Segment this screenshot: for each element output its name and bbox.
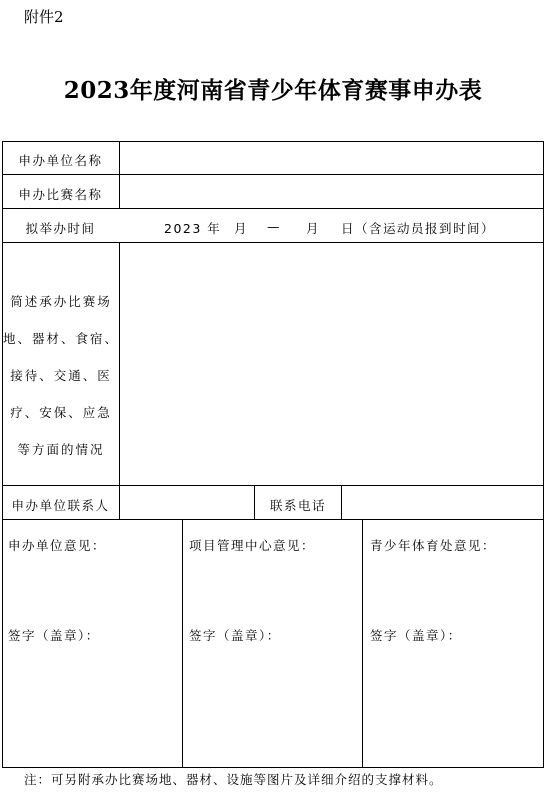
time-day-note: 日（含运动员报到时间） bbox=[341, 221, 496, 236]
time-dash: — bbox=[267, 219, 281, 234]
footnote: 注：可另附承办比赛场地、器材、设施等图片及详细介绍的支撑材料。 bbox=[24, 772, 443, 787]
center-signature-label: 签字（盖章）： bbox=[189, 628, 281, 643]
contact-phone-field[interactable] bbox=[342, 486, 543, 519]
desc-line: 接待、交通、医 bbox=[10, 368, 112, 383]
desc-line: 等方面的情况 bbox=[17, 442, 105, 457]
organizer-opinion-title: 申办单位意见： bbox=[8, 538, 107, 553]
time-month-end: 月 bbox=[306, 221, 321, 236]
youth-dept-signature-label: 签字（盖章）： bbox=[370, 628, 462, 643]
venue-description-field[interactable] bbox=[120, 243, 543, 485]
desc-line: 疗、安保、应急 bbox=[10, 405, 112, 420]
organizer-name-label: 申办单位名称 bbox=[18, 153, 103, 168]
center-opinion-title: 项目管理中心意见： bbox=[189, 538, 316, 553]
youth-dept-opinion-title: 青少年体育处意见： bbox=[370, 538, 497, 553]
time-year: 2023 年 bbox=[164, 221, 222, 236]
desc-line: 地、器材、食宿、 bbox=[2, 331, 119, 346]
event-name-label: 申办比赛名称 bbox=[18, 187, 103, 202]
contact-person-label: 申办单位联系人 bbox=[11, 498, 110, 513]
venue-description-label bbox=[2, 283, 120, 468]
contact-person-field[interactable] bbox=[120, 486, 254, 519]
time-month-start: 月 bbox=[234, 221, 249, 236]
event-time-field[interactable] bbox=[0, 219, 546, 237]
event-time-label: 拟举办时间 bbox=[25, 221, 96, 236]
organizer-signature-label: 签字（盖章）： bbox=[8, 628, 100, 643]
page-title: 2023年度河南省青少年体育赛事申办表 bbox=[63, 77, 483, 104]
contact-phone-label: 联系电话 bbox=[269, 498, 326, 513]
desc-line: 简述承办比赛场 bbox=[10, 294, 112, 309]
attachment-label: 附件2 bbox=[24, 8, 64, 26]
